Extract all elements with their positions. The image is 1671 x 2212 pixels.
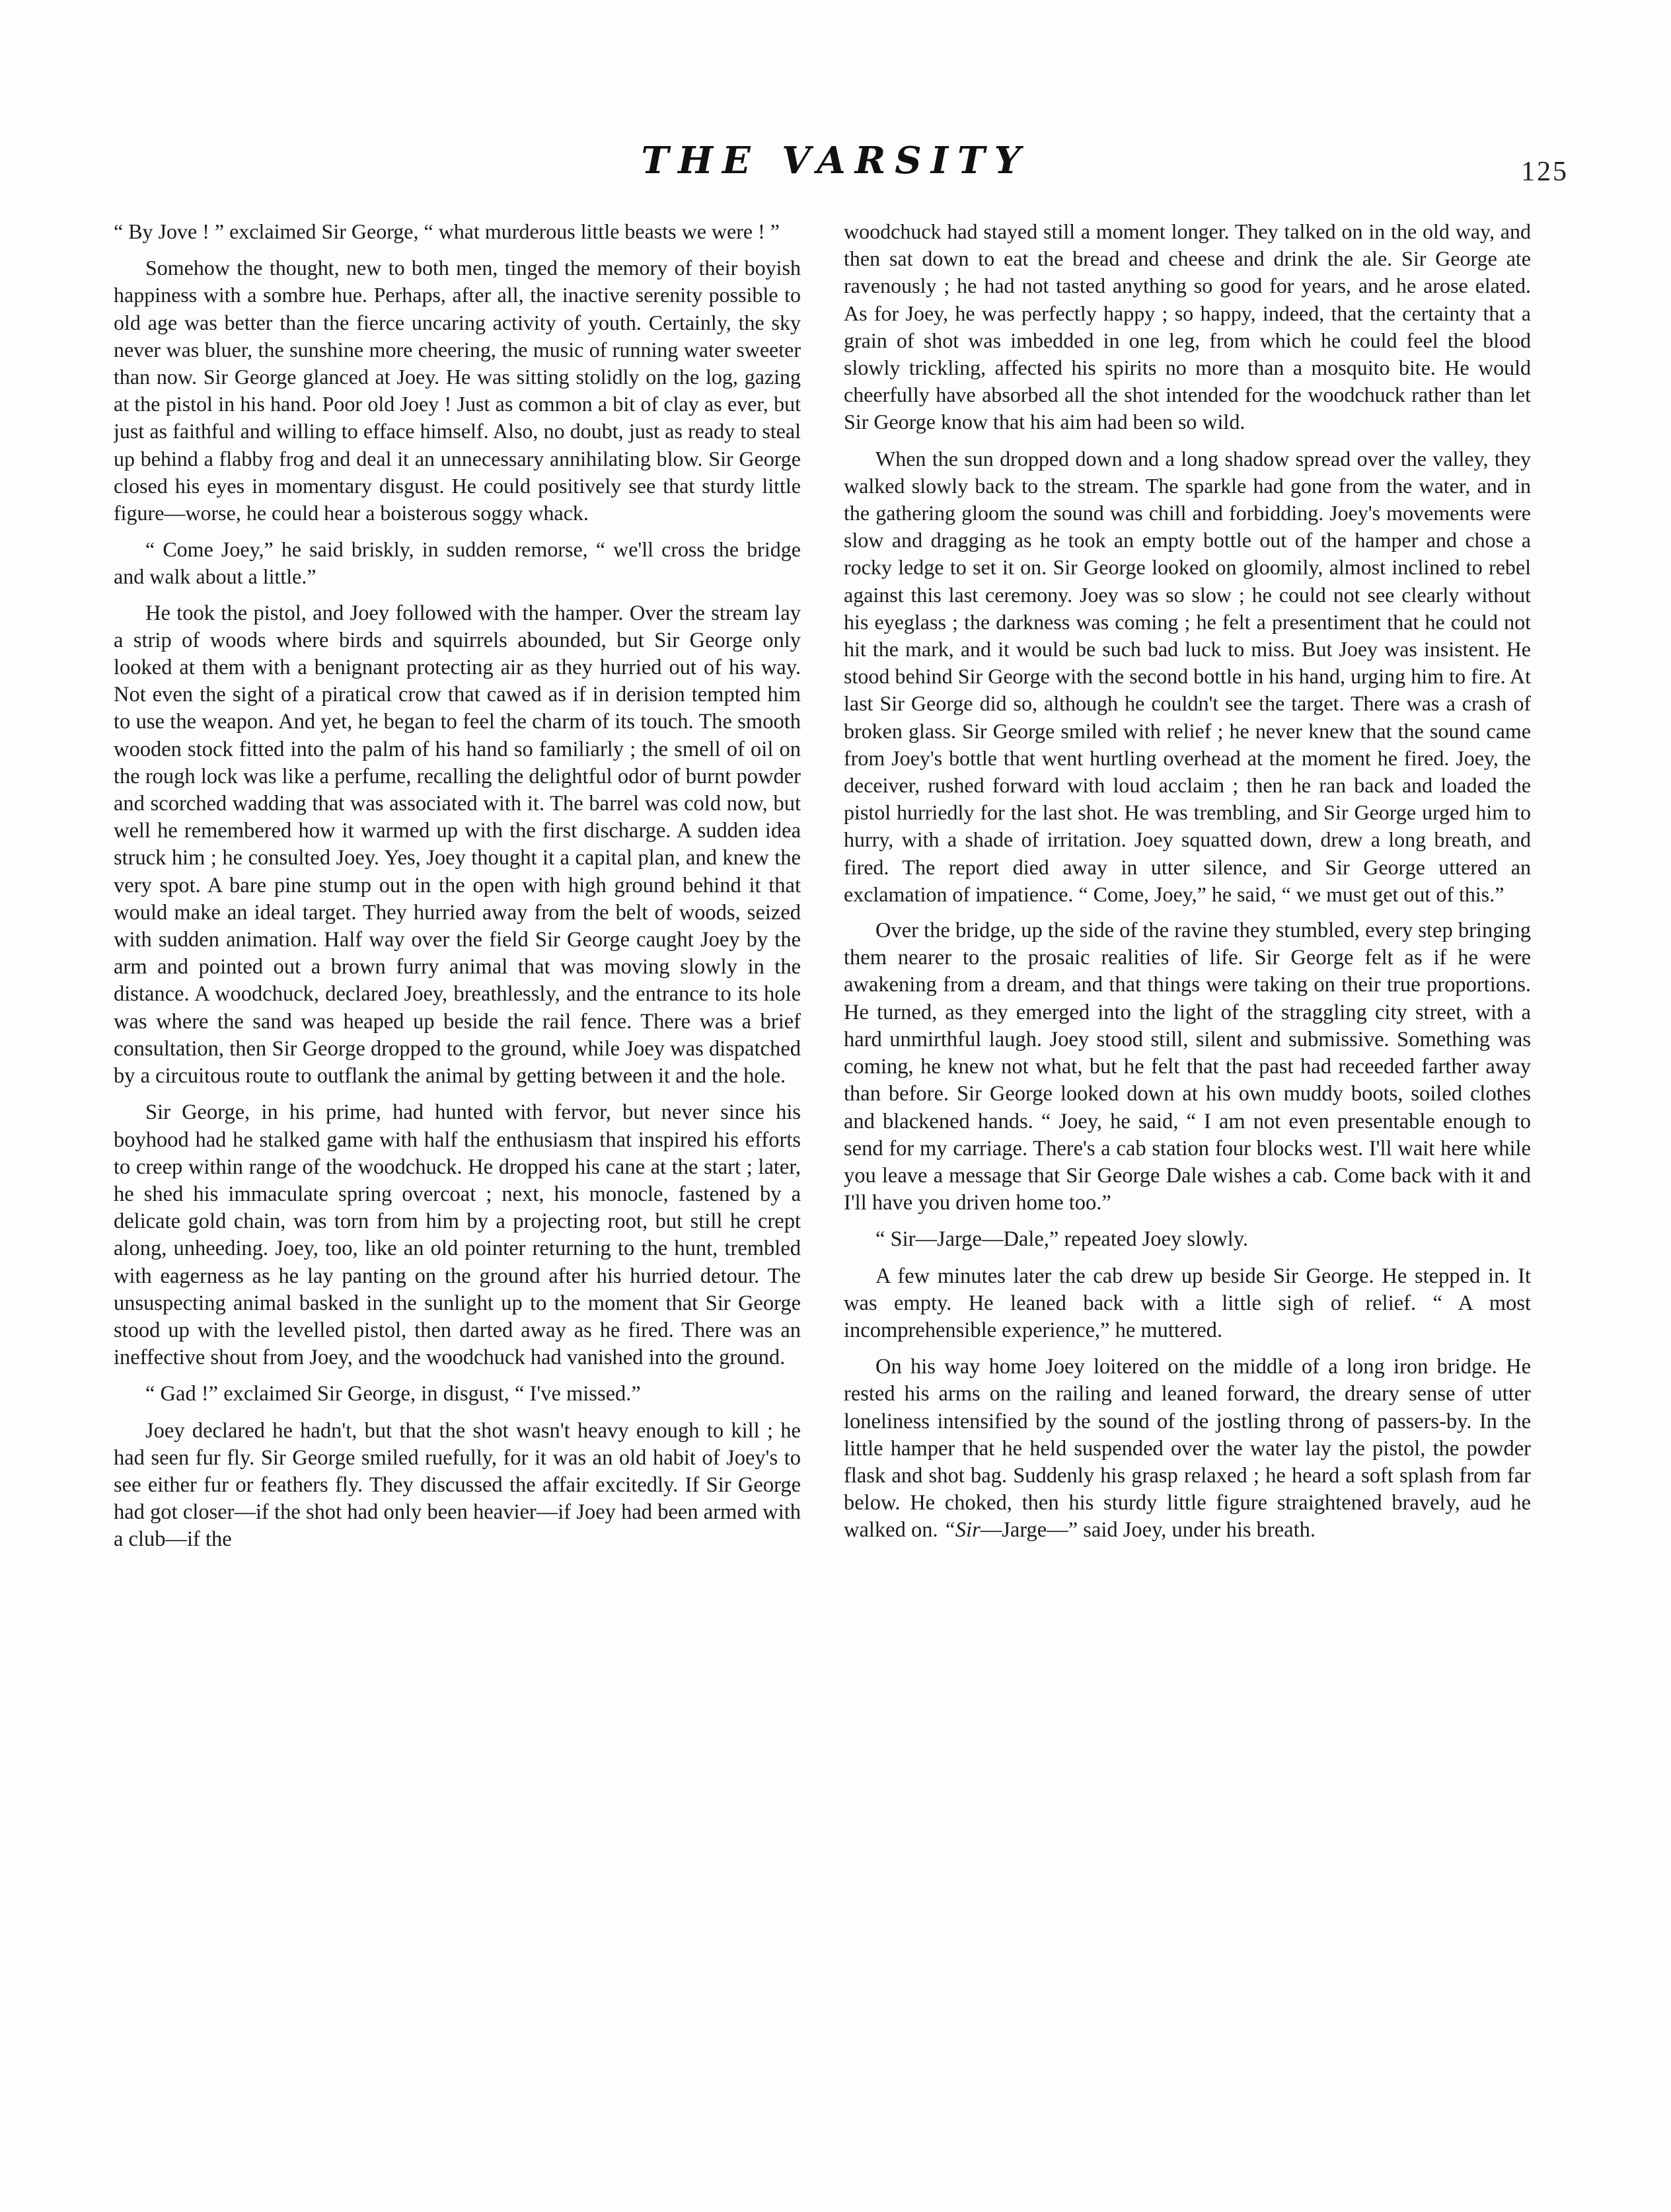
italic-quote: “Sir [943,1518,981,1543]
masthead-title: THE VARSITY [641,139,1030,182]
right-column [844,218,1531,2148]
paragraph: Over the bridge, up the side of the ravine they stumbled, every step bringing them nearer to the prosaic realities of life. Sir George felt as if he were awakening from a dream, and that things were taking on their true proportions. He turned, as they emerged into the light of the straggling city street, with a hard unmirthful laugh. Joey stood still, silent and submissive. Something was coming, he knew not what, but he felt that the past had receeded farther away than before. Sir George looked down at his own muddy boots, soiled clothes and blackened hands. “ Joey, he said, “ I am not even presentable enough to send for my carriage. There's a cab station four blocks west. I'll wait here while you leave a message that Sir George Dale wishes a cab. Come back with it and I'll have you driven home too.” [844,919,1531,1215]
paragraph: He took the pistol, and Joey followed with the hamper. Over the stream lay a strip of woods where birds and squirrels abounded, but Sir George only looked at them with a benignant protecting air as they hurried out of his way. Not even the sight of a piratical crow that cawed as if in derision tempted him to use the weapon. And yet, he began to feel the charm of its touch. The smooth wooden stock fitted into the palm of his hand so familiarly ; the smell of oil on the rough lock was like a perfume, recalling the delightful odor of burnt powder and scorched wadding that was associated with it. The barrel was cold now, but well he remembered how it warmed up with the first discharge. A sudden idea struck him ; he consulted Joey. Yes, Joey thought it a capital plan, and knew the very spot. A bare pine stump out in the open with high ground behind it that would make an ideal target. They hurried away from the belt of woods, seized with sudden animation. Half way over the field Sir George caught Joey by the arm and pointed out a brown furry animal that was moving slowly in the distance. A woodchuck, declared Joey, breathlessly, and the entrance to its hole was where the sand was heaped up beside the rail fence. There was a brief consultation, then Sir George dropped to the ground, while Joey was dispatched by a circuitous route to outflank the animal by getting between it and the hole. [114,601,801,1088]
paragraph: “ Come Joey,” he said briskly, in sudden remorse, “ we'll cross the bridge and walk about a little.” [114,537,801,589]
paragraph: Sir George, in his prime, had hunted with fervor, but never since his boyhood had he stalked game with half the enthusiasm that inspired his efforts to creep within range of the woodchuck. He dropped his cane at the start ; later, he shed his immaculate spring overcoat ; next, his monocle, fastened by a delicate gold chain, was torn from him by a projecting root, but still he crept along, unheeding. Joey, too, like an old pointer returning to the hunt, trembled with eagerness as he lay panting on the ground after his hurried detour. The unsuspecting animal basked in the sunlight up to the moment that Sir George stood up with the levelled pistol, then darted away as he fired. There was an ineffective shout from Joey, and the woodchuck had vanished into the ground. [114,1100,801,1370]
page-number: 125 [1521,157,1569,187]
paragraph: When the sun dropped down and a long shadow spread over the valley, they walked slowly back to the stream. The sparkle had gone from the water, and in the gathering gloom the sound was chill and forbidding. Joey's movements were slow and dragging as he took an empty bottle out of the hamper and chose a rocky ledge to set it on. Sir George looked on gloomily, almost inclined to rebel against this last ceremony. Joey was so slow ; he could not see clearly without his eyeglass ; the darkness was coming ; he felt a presentiment that he could not hit the mark, and it would be such bad luck to miss. But Joey was insistent. He stood behind Sir George with the second bottle in his hand, urging him to fire. At last Sir George did so, although he couldn't see the target. There was a crash of broken glass. Sir George smiled with relief ; he never knew that the sound came from Joey's bottle that went hurtling overhead at the moment he fired. Joey, the deceiver, rushed forward with loud acclaim ; then he ran back and loaded the pistol hurriedly for the last shot. He was trembling, and Sir George urged him to hurry, with a shade of irritation. Joey squatted down, drew a long breath, and fired. The report died away in utter silence, and Sir George uttered an exclamation of impatience. “ Come, Joey,” he said, “ we must get out of this.” [844,446,1531,906]
paragraph: Joey declared he hadn't, but that the shot wasn't heavy enough to kill ; he had seen fur fly. Sir George smiled ruefully, for it was an old habit of Joey's to see either fur or feathers fly. They discussed the affair excitedly. If Sir George had got closer—if the shot had only been heavier—if Joey had been armed with a club—if the [114,1418,801,1552]
quote-tail: —Jarge—” said Joey, under his breath. [980,1518,1316,1543]
paragraph: “ By Jove ! ” exclaimed Sir George, “ what murderous little beasts we were ! ” [114,219,780,243]
paragraph: woodchuck had stayed still a moment longer. They talked on in the old way, and then sat down to eat the bread and cheese and drink the ale. Sir George ate ravenously ; he had not tasted anything so good for years, and he arose elated. As for Joey, he was perfectly happy ; so happy, indeed, that the certainty that a grain of shot was imbedded in one leg, from which he could feel the blood slowly trickling, affected his spirits no more than a mosquito bite. He would cheerfully have absorbed all the shot intended for the woodchuck rather than let Sir George know that his aim had been so wild. [844,219,1531,434]
paragraph: “ Gad !” exclaimed Sir George, in disgust, “ I've missed.” [145,1382,641,1406]
paragraph: Somehow the thought, new to both men, tinged the memory of their boyish happiness with a sombre hue. Perhaps, after all, the inactive serenity possible to old age was better than the fierce uncaring activity of youth. Certainly, the sky never was bluer, the sunshine more cheering, the music of running water sweeter than now. Sir George glanced at Joey. He was sitting stolidly on the log, gazing at the pistol in his hand. Poor old Joey ! Just as common a bit of clay as ever, but just as faithful and willing to efface himself. Also, no doubt, just as ready to steal up behind a flabby frog and deal it an unnecessary annihilating blow. Sir George closed his eyes in momentary disgust. He could positively see that sturdy little figure—worse, he could hear a boisterous soggy whack. [114,256,801,525]
left-column [114,218,801,2148]
paragraph [844,1354,1531,1544]
paragraph: A few minutes later the cab drew up beside Sir George. He stepped in. It was empty. He leaned back with a little sigh of relief. “ A most incomprehensible experience,” he muttered. [844,1264,1531,1342]
paragraph-text: On his way home Joey loitered on the middle of a long iron bridge. He rested his arms on the railing and leaned forward, the dreary sense of utter loneliness intensified by the sound of the jostling throng of passers-by. In the little hamper that he held suspended over the water lay the pistol, the powder flask and shot bag. Suddenly his grasp relaxed ; he heard a soft splash from far below. He choked, then his sturdy little figure straightened bravely, aud he walked on. [844,1355,1531,1543]
paragraph: “ Sir—Jarge—Dale,” repeated Joey slowly. [875,1227,1249,1252]
